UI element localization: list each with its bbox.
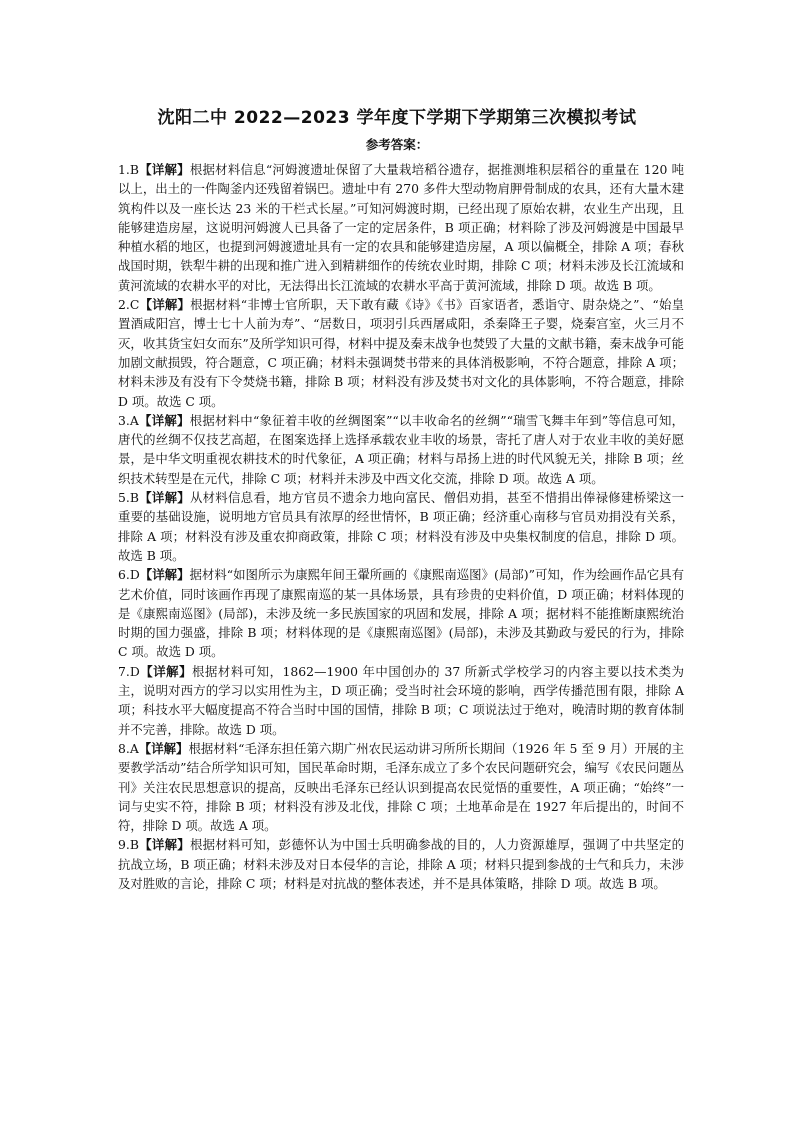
answer-letter: B <box>129 837 139 853</box>
answer-explanation: 根据材料“非博士官所职，天下敢有藏《诗》《书》百家语者，悉诣守、尉杂烧之”、“始皇置酒咸阳宫，博士七十人前为寿”、“居数日，项羽引兵西屠咸阳，杀秦降王子婴，烧秦宫室，火三月不灭，收其货宝妇女而东”及所学知识可得，材料中提及秦末战争也焚毁了大量的文献书籍，秦末战争可能加剧文献损毁，符合题意，C 项正确；材料未强调焚书带来的具体消极影响，不符合题意，排除 A 项；材料未涉及有没有下令焚烧书籍，排除 B 项；材料没有涉及焚书对文化的具体影响，不符合题意，排除 D 项。故选 C 项。 <box>118 297 684 409</box>
answer-list <box>118 160 684 893</box>
answer-item-9 <box>118 835 684 893</box>
answer-number: 7. <box>118 663 130 679</box>
answer-item-6 <box>118 565 684 661</box>
detail-tag: 【详解】 <box>138 412 190 428</box>
answer-number: 9. <box>118 837 130 853</box>
detail-tag: 【详解】 <box>138 740 189 756</box>
answer-number: 3. <box>118 412 130 428</box>
answer-explanation: 根据材料可知，彭德怀认为中国士兵明确参战的目的，人力资源雄厚，强调了中共坚定的抗战立场，B 项正确；材料未涉及对日本侵华的言论，排除 A 项；材料只提到参战的士气和兵力，未涉及对胜败的言论，排除 C 项；材料是对抗战的整体表述，并不是具体策略，排除 D 项。故选 B 项。 <box>118 837 685 891</box>
answer-item-8 <box>118 739 684 835</box>
answer-letter: D <box>129 663 140 679</box>
answers-heading: 参考答案： <box>365 137 429 152</box>
answer-item-7 <box>118 662 684 739</box>
detail-tag: 【详解】 <box>139 567 190 583</box>
detail-tag: 【详解】 <box>138 490 190 506</box>
answer-item-1 <box>118 160 684 295</box>
answer-letter: A <box>129 412 139 428</box>
answer-number: 5. <box>118 490 130 506</box>
answer-number: 8. <box>118 740 130 756</box>
detail-tag: 【详解】 <box>138 162 190 177</box>
answer-explanation: 据材料“如图所示为康熙年间王翬所画的《康熙南巡图》(局部)”可知，作为绘画作品它具有艺术价值，同时该画作再现了康熙南巡的某一具体场景，具有珍贵的史料价值，D 项正确；材料体现的是《康熙南巡图》(局部)，未涉及统一多民族国家的巩固和发展，排除 A 项；据材料不能推断康熙统治时期的国力强盛，排除 B 项；材料体现的是《康熙南巡图》(局部)，未涉及其勤政与爱民的行为，排除 C 项。故选 D 项。 <box>118 567 684 660</box>
answer-letter: A <box>129 740 139 756</box>
document-title: 沈阳二中 2022—2023 学年度下学期下学期第三次模拟考试 <box>157 108 637 128</box>
answer-letter: D <box>129 567 140 583</box>
answer-item-2 <box>118 295 684 411</box>
answer-number: 6. <box>118 567 130 583</box>
detail-tag: 【详解】 <box>139 297 191 313</box>
answer-letter: C <box>129 297 140 313</box>
answer-explanation: 根据材料“毛泽东担任第六期广州农民运动讲习所所长期间（1926 年 5 至 9 月）开展的主要教学活动”结合所学知识可知，国民革命时期，毛泽东成立了多个农民问题研究会，编写《农民问题丛刊》关注农民思想意识的提高，反映出毛泽东已经认识到提高农民觉悟的重要性，A 项正确；“始终”一词与史实不符，排除 B 项；材料没有涉及北伐，排除 C 项；土地革命是在 1927 年后提出的，时间不符，排除 D 项。故选 A 项。 <box>118 740 685 834</box>
answer-number: 1. <box>118 162 130 177</box>
answer-letter: B <box>129 490 139 506</box>
answer-explanation: 从材料信息看，地方官员不遗余力地向富民、僧侣劝捐，甚至不惜捐出俸禄修建桥梁这一重要的基础设施，说明地方官员具有浓厚的经世情怀，B 项正确；经济重心南移与官员劝捐没有关系，排除 A 项；材料没有涉及重农抑商政策，排除 C 项；材料没有涉及中央集权制度的信息，排除 D 项。故选 B 项。 <box>118 490 685 563</box>
detail-tag: 【详解】 <box>139 663 193 679</box>
answer-number: 2. <box>118 297 130 313</box>
detail-tag: 【详解】 <box>138 837 190 853</box>
answer-letter: B <box>129 162 139 177</box>
answer-explanation: 根据材料信息“河姆渡遗址保留了大量栽培稻谷遗存，据推测堆积层稻谷的重量在 120 吨以上，出土的一件陶釜内还残留着锅巴。遗址中有 270 多件大型动物肩胛骨制成的农具，还有大量木建筑构件以及一座长达 23 米的干栏式长屋。”可知河姆渡时期，已经出现了原始农耕，农业生产出现，且能够建造房屋，这说明河姆渡人已具备了一定的定居条件，B 项正确；材料除了涉及河姆渡是中国最早种植水稻的地区，也提到河姆渡遗址具有一定的农具和能够建造房屋，A 项以偏概全，排除 A 项；春秋战国时期，铁犁牛耕的出现和推广进入到精耕细作的传统农业时期，排除 C 项；材料未涉及长江流域和黄河流域的农耕水平的对比，无法得出长江流域的农耕水平高于黄河流域，排除 D 项。故选 B 项。 <box>118 162 685 293</box>
answer-item-5 <box>118 488 684 565</box>
answer-explanation: 根据材料可知，1862—1900 年中国创办的 37 所新式学校学习的内容主要以技术类为主，说明对西方的学习以实用性为主，D 项正确；受当时社会环境的影响，西学传播范围有限，排除 A 项；科技水平大幅度提高不符合当时中国的国情，排除 B 项；C 项说法过于绝对，晚清时期的教育体制并不完善，排除。故选 D 项。 <box>118 663 685 737</box>
answer-explanation: 根据材料中“象征着丰收的丝绸图案”“以丰收命名的丝绸”“瑞雪飞舞丰年到”等信息可知，唐代的丝绸不仅技艺高超，在图案选择上选择承载农业丰收的场景，寄托了唐人对于农业丰收的美好愿景，是中华文明重视农耕技术的时代象征，A 项正确；材料与昂扬上进的时代风貌无关，排除 B 项；丝织技术转型是在元代，排除 C 项；材料并未涉及中西文化交流，排除 D 项。故选 A 项。 <box>118 412 685 486</box>
answer-item-3 <box>118 411 684 488</box>
